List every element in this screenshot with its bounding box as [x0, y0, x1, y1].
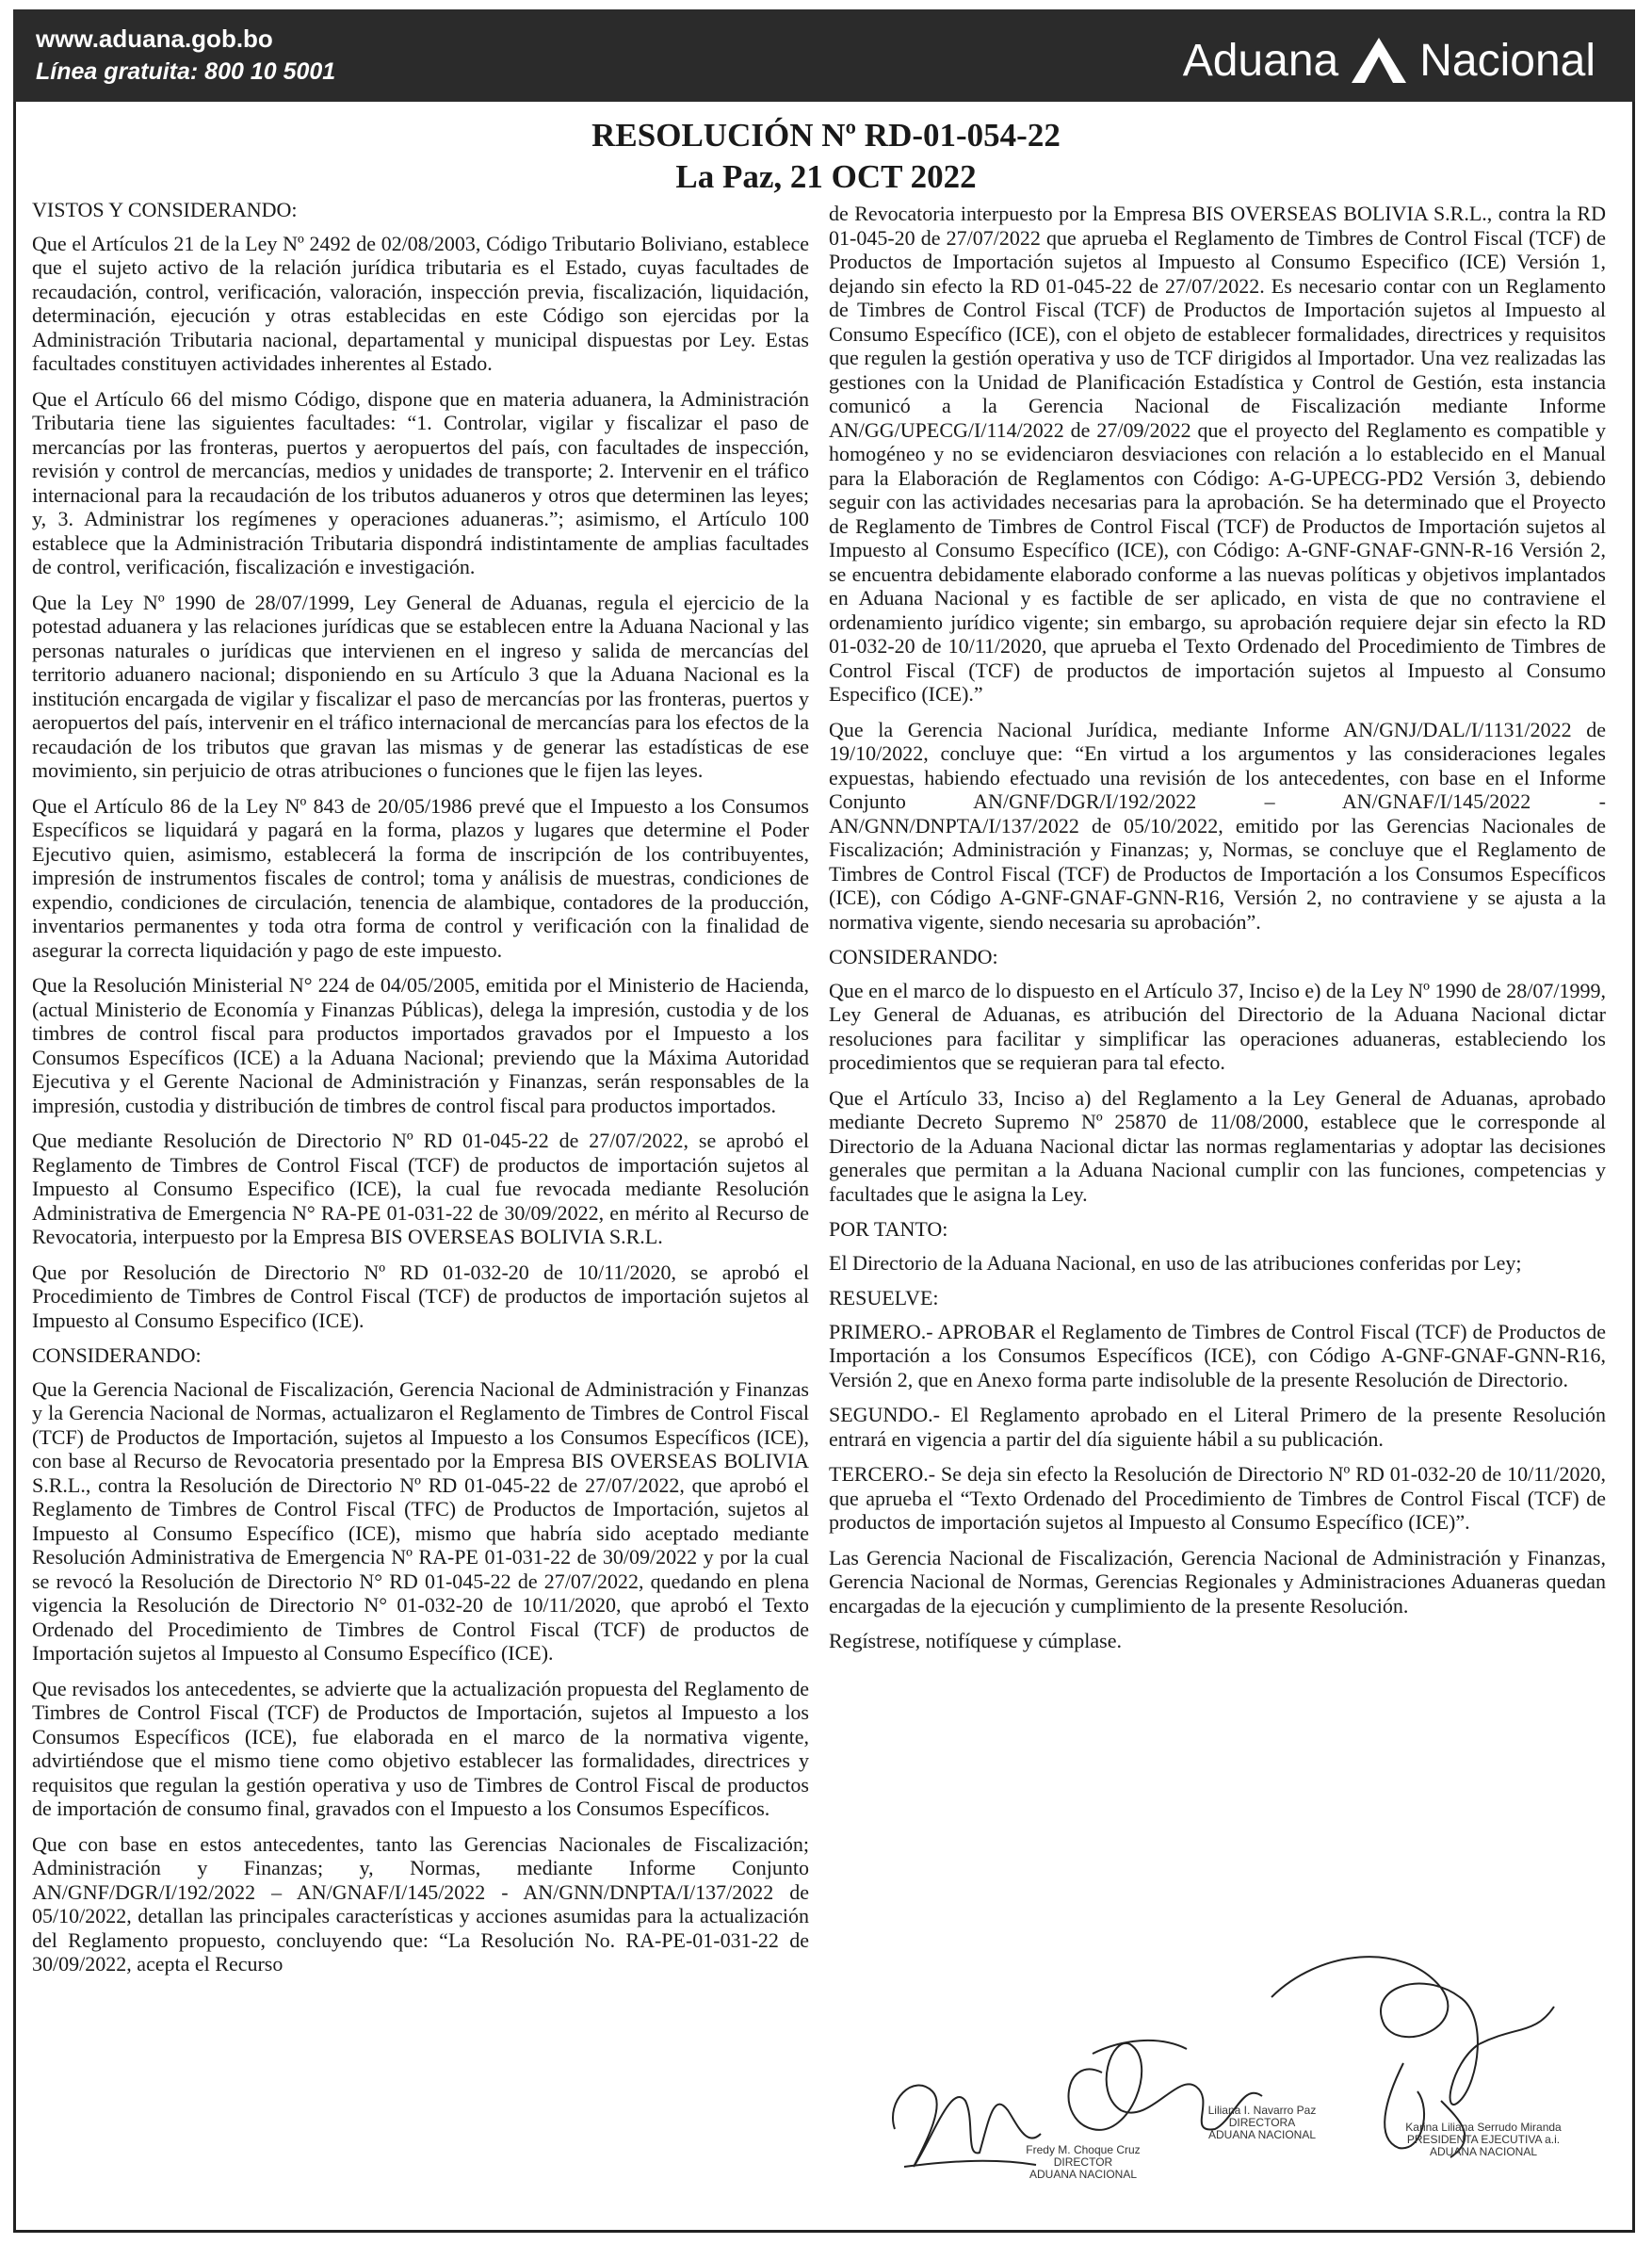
right-column [829, 202, 1606, 1665]
logo-text-left: Aduana [1182, 35, 1339, 86]
paragraph: El Directorio de la Aduana Nacional, en uso de las atribuciones conferidas por Ley; [829, 1250, 1522, 1275]
paragraph: Que con base en estos antecedentes, tanto las Gerencias Nacionales de Fiscalización; Administración y Finanzas; y, Normas, mediante Informe Conjunto AN/GNF/DGR/I/192/2022 – AN/GNAF/I/145/2022 - AN/GNN/DNPTA/I/137/2022 de 05/10/2022, detallan las principales características y acciones asumidas para la actualización del Reglamento propuesto, concluyendo que: “La Resolución No. RA-PE-01-031-22 de 30/09/2022, acepta el Recurso [32, 1831, 809, 1976]
section-heading: CONSIDERANDO: [32, 1343, 202, 1367]
section-heading: POR TANTO: [829, 1217, 948, 1241]
signature-1 [1017, 2144, 1149, 2181]
paragraph: Que la Resolución Ministerial N° 224 de 04/05/2005, emitida por el Ministerio de Hacienda, (actual Ministerio de Economía y Finanzas Públicas), delega la impresión, custodia y de los timbres de control fiscal para productos importados gravados por el Impuesto a los Consumos Específicos (ICE) a la Aduana Nacional; previendo que la Máxima Autoridad Ejecutiva y el Gerente Nacional de Administración y Finanzas, serán responsables de la impresión, custodia y distribución de timbres de control fiscal para productos importados. [32, 973, 809, 1117]
signature-1-org: ADUANA NACIONAL [1028, 2168, 1138, 2181]
hotline-text: Línea gratuita: 800 10 5001 [36, 58, 336, 85]
logo-text-right: Nacional [1419, 35, 1595, 86]
paragraph: Que el Artículo 33, Inciso a) del Reglamento a la Ley General de Aduanas, aprobado mediante Decreto Supremo Nº 25870 de 11/08/2000, establece que le corresponde al Directorio de la Aduana Nacional dictar las normas reglamentarias y adoptar las decisiones generales que permitan a la Aduana Nacional cumplir con las funciones, competencias y facultades que le asigna la Ley. [829, 1085, 1606, 1206]
paragraph: Que por Resolución de Directorio Nº RD 01-032-20 de 10/11/2020, se aprobó el Procedimiento de Timbres de Control Fiscal (TCF) de productos de importación sujetos al Impuesto al Consumo Especifico (ICE). [32, 1260, 809, 1332]
signature-3-title: PRESIDENTA EJECUTIVA a.i. [1406, 2133, 1561, 2146]
paragraph: Que en el marco de lo dispuesto en el Artículo 37, Inciso e) de la Ley Nº 1990 de 28/07/1999, Ley General de Aduanas, es atribución del Directorio de la Aduana Nacional dictar resoluciones para facilitar y simplificar las operaciones aduaneras, estableciendo los procedimientos que se requieran para tal efecto. [829, 978, 1606, 1074]
section-heading: VISTOS Y CONSIDERANDO: [32, 198, 298, 221]
logo-mark-icon [1352, 38, 1406, 83]
signature-area [876, 1931, 1592, 2204]
title-block [0, 115, 1652, 198]
section-heading: CONSIDERANDO: [829, 945, 998, 968]
signature-2-name: Liliana I. Navarro Paz [1207, 2104, 1317, 2117]
site-url[interactable]: www.aduana.gob.bo [36, 24, 273, 53]
signature-3 [1403, 2122, 1563, 2158]
left-column [32, 198, 809, 1988]
signature-1-name: Fredy M. Choque Cruz [1026, 2143, 1141, 2156]
place-date: La Paz, 21 OCT 2022 [675, 158, 977, 195]
paragraph: Que mediante Resolución de Directorio Nº RD 01-045-22 de 27/07/2022, se aprobó el Reglamento de Timbres de Control Fiscal (TCF) de productos de importación sujetos al Impuesto al Consumo Especifico (ICE), la cual fue revocada mediante Resolución Administrativa de Emergencia N° RA-PE 01-031-22 de 30/09/2022, en mérito al Recurso de Revocatoria, interpuesto por la Empresa BIS OVERSEAS BOLIVIA S.R.L. [32, 1129, 809, 1248]
paragraph: Que el Artículo 66 del mismo Código, dispone que en materia aduanera, la Administración Tributaria tiene las siguientes facultades: “1. Controlar, vigilar y fiscalizar el paso de mercancías por las fronteras, puertos y aeropuertos del país, con facultades de inspección, revisión y control de mercancías, medios y unidades de transporte; 2. Intervenir en el tráfico internacional para la recaudación de los tributos aduaneros y otros que determinen las leyes; y, 3. Administrar los regímenes y operaciones aduaneras.”; asimismo, el Artículo 100 establece que la Administración Tributaria dispondrá indistintamente de amplias facultades de control, verificación, fiscalización e investigación. [32, 386, 809, 578]
paragraph: Las Gerencia Nacional de Fiscalización, Gerencia Nacional de Administración y Finanzas, Gerencia Nacional de Normas, Gerencias Regionales y Administraciones Aduaneras quedan encargadas de la ejecución y cumplimiento de la presente Resolución. [829, 1545, 1606, 1618]
paragraph: SEGUNDO.- El Reglamento aprobado en el Literal Primero de la presente Resolución entrará en vigencia a partir del día siguiente hábil a su publicación. [829, 1403, 1606, 1451]
paragraph: Que revisados los antecedentes, se advierte que la actualización propuesta del Reglamento de Timbres de Control Fiscal (TCF) de Productos de Importación, sujetos al Impuesto a los Consumos Específicos (ICE), fue elaborada en el marco de la normativa vigente, advirtiéndose que el mismo tiene como objetivo establecer las formalidades, directrices y requisitos que regulan la gestión operativa y uso de Timbres de Control Fiscal de productos de importación de consumo final, gravados con el Impuesto a los Consumos Específicos. [32, 1676, 809, 1820]
signature-2-title: DIRECTORA [1228, 2116, 1296, 2129]
aduana-nacional-logo [1183, 34, 1595, 87]
paragraph: Regístrese, notifíquese y cúmplase. [829, 1629, 1122, 1652]
signature-1-title: DIRECTOR [1053, 2155, 1113, 2169]
paragraph: Que la Gerencia Nacional Jurídica, mediante Informe AN/GNJ/DAL/I/1131/2022 de 19/10/2022, concluye que: “En virtud a los argumentos y las consideraciones legales expuestas, habiendo efectuado una revisión de los antecedentes, con base en el Informe Conjunto AN/GNF/DGR/I/192/2022 – AN/GNAF/I/145/2022 - AN/GNN/DNPTA/I/137/2022 de 05/10/2022, emitido por las Gerencias Nacionales de Fiscalización; Administración y Finanzas; y, Normas, se concluye que el Reglamento de Timbres de Control Fiscal (TCF) de Productos de Importación a los Consumos Específicos (ICE), con Código A-GNF-GNAF-GNN-R16, Versión 2, no contraviene y se ajusta a la normativa vigente, siendo necesaria su aprobación”. [829, 717, 1606, 934]
paragraph: PRIMERO.- APROBAR el Reglamento de Timbres de Control Fiscal (TCF) de Productos de Importación a los Consumos Específicos (ICE), con Código A-GNF-GNAF-GNN-R16, Versión 2, que en Anexo forma parte indisoluble de la presente Resolución de Directorio. [829, 1319, 1606, 1391]
signature-3-name: Karina Liliana Serrudo Miranda [1405, 2121, 1562, 2134]
section-heading: RESUELVE: [829, 1286, 939, 1309]
signature-2-org: ADUANA NACIONAL [1207, 2128, 1317, 2141]
paragraph: de Revocatoria interpuesto por la Empresa BIS OVERSEAS BOLIVIA S.R.L., contra la RD 01-045-20 de 27/07/2022 que aprueba el Reglamento de Timbres de Control Fiscal (TCF) de Productos de Importación sujetos al Impuesto al Consumo Especifico (ICE) Versión 1, dejando sin efecto la RD 01-045-22 de 27/07/2022. Es necesario contar con un Reglamento de Timbres de Control Fiscal (TCF) de Productos de Importación sujetos al Impuesto al Consumo Específico (ICE), con el objeto de establecer formalidades, directrices y requisitos que regulen la gestión operativa y uso de TCF dirigidos al Importador. Una vez realizadas las gestiones con la Unidad de Planificación Estadística y Control de Gestión, esta instancia comunicó a la Gerencia Nacional de Fiscalización mediante Informe AN/GG/UPECG/I/114/2022 de 27/09/2022 que el proyecto del Reglamento es compatible y homogéneo y no se evidenciaron desviaciones con relación a lo establecido en el Manual para la Elaboración de Reglamentos con Código: A-G-UPECG-PD2 Versión 3, debiendo seguir con las actividades necesarias para la aprobación. Se ha determinado que el Proyecto de Reglamento de Timbres de Control Fiscal (TCF) de Productos de Importación sujetos al Impuesto al Consumo Específico (ICE), con Código: A-GNF-GNAF-GNN-R-16 Versión 2, se encuentra debidamente elaborado conforme a las nuevas políticas y objetivos implantados en Aduana Nacional y es factible de ser aplicado, en vista de que no contraviene el ordenamiento jurídico vigente; sin embargo, su aprobación requiere dejar sin efecto la RD 01-032-20 de 10/11/2020, que aprueba el Texto Ordenado del Procedimiento de Timbres de Control Fiscal (TCF) de productos de importación sujetos al Impuesto al Consumo Especifico (ICE).” [829, 202, 1606, 706]
handwritten-signatures [876, 1931, 1592, 2204]
paragraph: TERCERO.- Se deja sin efecto la Resolución de Directorio Nº RD 01-032-20 de 10/11/2020, que aprueba el “Texto Ordenado del Procedimiento de Timbres de Control Fiscal (TCF) de productos de importación sujetos al Impuesto al Consumo Específico (ICE)”. [829, 1462, 1606, 1534]
paragraph: Que el Artículos 21 de la Ley Nº 2492 de 02/08/2003, Código Tributario Boliviano, establece que el sujeto activo de la relación jurídica tributaria es el Estado, cuyas facultades de recaudación, control, verificación, valoración, inspección previa, fiscalización, liquidación, determinación, ejecución y otras establecidas en este Código son ejercidas por la Administración Tributaria nacional, departamental y municipal dispuestas por Ley. Estas facultades constituyen actividades inherentes al Estado. [32, 231, 809, 375]
paragraph: Que el Artículo 86 de la Ley Nº 843 de 20/05/1986 prevé que el Impuesto a los Consumos Específicos se liquidará y pagará en la forma, plazos y lugares que determine el Poder Ejecutivo quien, asimismo, establecerá la forma de inscripción de los contribuyentes, impresión de instrumentos fiscales de control; toma y análisis de muestras, condiciones de expendio, condiciones de circulación, tenencia de alambique, contadores de la producción, inventarios permanentes y toda otra forma de control y verificación con la finalidad de asegurar la correcta liquidación y pago de este impuesto. [32, 793, 809, 962]
paragraph: Que la Gerencia Nacional de Fiscalización, Gerencia Nacional de Administración y Finanzas y la Gerencia Nacional de Normas, actualizaron el Reglamento de Timbres de Control Fiscal (TCF) de Productos de Importación, sujetos al Impuesto a los Consumos Específicos (ICE), con base al Recurso de Revocatoria presentado por la Empresa BIS OVERSEAS BOLIVIA S.R.L., contra la Resolución de Directorio Nº RD 01-045-22 de 27/07/2022, que aprobó el Reglamento de Timbres de Control Fiscal (TFC) de Productos de Importación, sujetos al Impuesto al Consumo Específico (ICE), mismo que habría sido aceptado mediante Resolución Administrativa de Emergencia Nº RA-PE 01-031-22 de 30/09/2022 y por la cual se revocó la Resolución de Directorio N° RD 01-045-22 de 27/07/2022, quedando en plena vigencia la Resolución de Directorio N° 01-032-20 de 10/11/2020, que aprobó el Texto Ordenado del Procedimiento de Timbres de Control Fiscal (TCF) de productos de Importación sujetos al Impuesto al Consumo Específico (ICE). [32, 1376, 809, 1665]
resolution-title: RESOLUCIÓN Nº RD-01-054-22 [591, 117, 1061, 154]
paragraph: Que la Ley Nº 1990 de 28/07/1999, Ley General de Aduanas, regula el ejercicio de la potestad aduanera y las relaciones jurídicas que se establecen entre la Aduana Nacional y las personas naturales o jurídicas que intervienen en el ingreso y salida de mercancías del territorio aduanero nacional; disponiendo en su Artículo 3 que la Aduana Nacional es la institución encargada de vigilar y fiscalizar el paso de mercancías por las fronteras, puertos y aeropuertos del país, intervenir en el tráfico internacional de mercancías para los efectos de la recaudación de los tributos que gravan las mismas y de generar las estadísticas de ese movimiento, sin perjuicio de otras atribuciones o funciones que le fijen las leyes. [32, 590, 809, 782]
signature-3-org: ADUANA NACIONAL [1429, 2145, 1538, 2158]
signature-2 [1196, 2105, 1328, 2141]
